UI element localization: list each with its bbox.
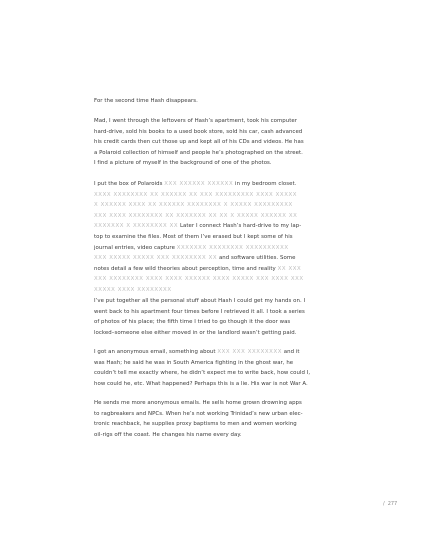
redaction-marks: XXXXX XXXX XXXXXXXX [94,286,172,293]
text-line [94,211,332,222]
text-line: I find a picture of myself in the background of one of the photos. [94,160,272,167]
text-line [94,347,332,358]
opening-line: For the second time Hash disappears. [94,98,198,104]
redaction-marks: XX XXX [277,265,302,272]
text-line: I’ve put together all the personal stuff about Hash I could get my hands on. I [94,298,306,304]
redaction-marks: XXX XXXX XXXXXXXX XX XXXXXXX XX XX X XXXXX XXXXXX XX [94,212,298,219]
text-line: top to examine the files. Most of them I’ve erased but I kept some of his [94,233,293,240]
paragraph-2 [94,179,332,296]
redaction-marks: XXXXXXX XXXXXXXX XXXXXXXXXX [176,244,289,251]
text-line [94,264,332,275]
text-segment: and software utilities. Some [217,255,296,262]
text-line: Mad, I went through the leftovers of Hash’s apartment, took his computer [94,118,297,124]
text-line: went back to his apartment four times before I retrieved it all. I took a series [94,308,305,315]
redaction-marks: XXX XXX XXXXXXXX [217,349,283,355]
text-line [94,243,332,254]
redaction-marks: XXXXXXX X XXXXXXXX XX [94,223,179,230]
text-line: He sends me more anonymous emails. He sells home grown drowning apps [94,400,302,406]
redaction-marks: XXXX XXXXXXXX XX XXXXXX XX XXX XXXXXXXXX XXXX XXXXX [94,191,298,198]
page-number: 277 [387,501,398,507]
text-line [94,253,332,264]
opening-line-block [94,96,332,107]
text-segment: notes detail a few wild theories about perception, time and reality [94,265,278,272]
text-segment: I put the box of Polaroids [94,181,165,187]
text-line: his credit cards then cut those up and kept all of his CDs and videos. He has [94,139,304,146]
redaction-marks: XXX XXXXXX XXXXXX [164,181,234,187]
text-segment: journal entries, video capture [94,244,177,251]
paragraph-4 [94,347,332,389]
text-segment: and it [282,349,300,355]
text-line: locked–someone else either moved in or the landlord wasn’t getting paid. [94,329,297,336]
text-line: oil-rigs off the coast. He changes his name every day. [94,431,242,438]
text-line: a Polaroid collection of himself and people he’s photographed on the street. [94,149,303,156]
text-segment: I got an anonymous email, something about [94,349,218,355]
paragraph-3 [94,296,332,338]
text-segment: Later I connect Hash’s hard-drive to my lap- [178,223,302,230]
redaction-marks: XXX XXXXXXXX XXXX XXXX XXXXXX XXXX XXXXX XXX XXXX XXX [94,276,304,283]
text-line: tronic reachback, he supplies proxy baptisms to men and women working [94,421,297,428]
redaction-marks: XXX XXXXX XXXXX XXX XXXXXXXX XX [94,255,218,262]
redaction-marks: X XXXXXX XXXX XX XXXXXX XXXXXXXX X XXXXX XXXXXXXXX [94,202,293,209]
text-line: couldn’t tell me exactly where, he didn’t expect me to write back, how could I, [94,370,311,377]
text-line [94,200,332,211]
text-line: to ragbreakers and NPCs. When he’s not working Trinidad’s new urban elec- [94,410,303,417]
folio-separator: / [383,501,385,507]
paragraph-5 [94,398,332,440]
text-line [94,285,332,296]
text-line [94,274,332,285]
text-segment: in my bedroom closet. [233,181,297,187]
text-line: of photos of his place; the fifth time I tried to go though it the door was [94,319,291,326]
text-line: hard-drive, sold his books to a used book store, sold his car, cash advanced [94,128,303,135]
text-line [94,221,332,232]
page-folio [383,501,397,507]
text-line: how could he, etc. What happened? Perhaps this is a lie. His war is not War A. [94,380,308,387]
text-line: was Hash; he said he was in South America fighting in the ghost war, he [94,359,294,366]
paragraph-1 [94,116,332,169]
text-line [94,190,332,201]
text-line [94,179,332,190]
